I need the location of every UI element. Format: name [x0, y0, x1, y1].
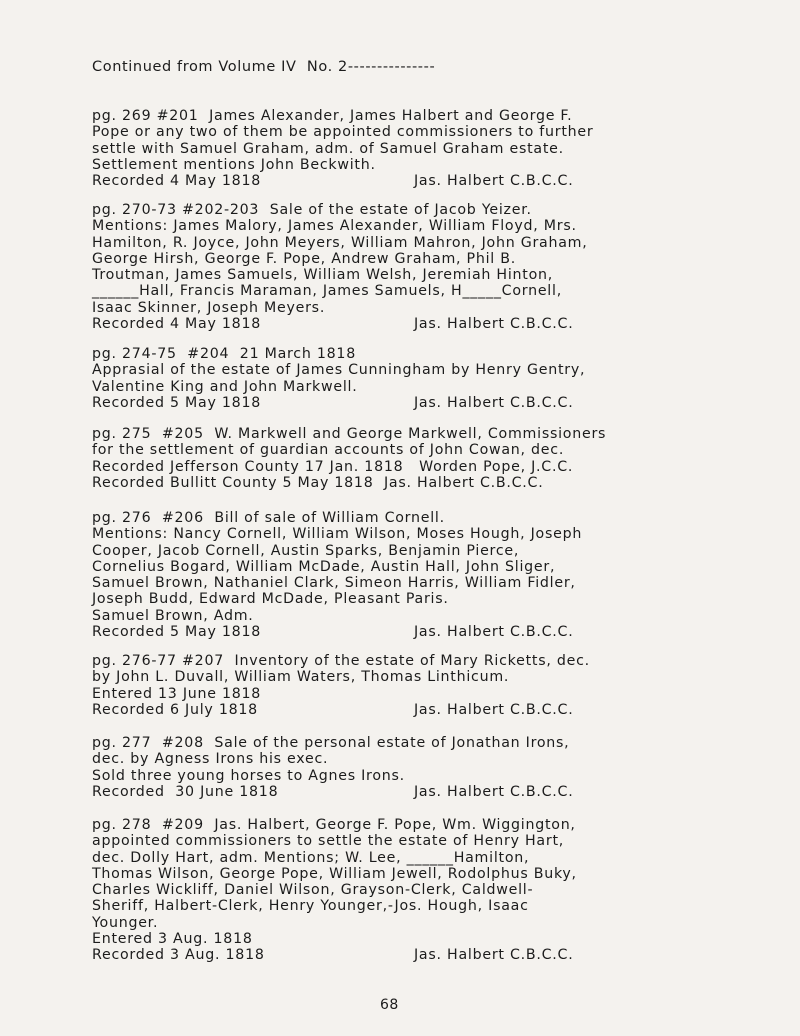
clerk-signature: Jas. Halbert C.B.C.C. [414, 316, 574, 333]
recorded-date: Recorded 3 Aug. 1818 [92, 947, 265, 964]
recorded-date: Recorded 6 July 1818 [92, 701, 258, 718]
entry-text-line: Sold three young horses to Agnes Irons. [92, 767, 405, 784]
clerk-signature: Jas. Halbert C.B.C.C. [414, 394, 574, 411]
entry-text-line: Entered 3 Aug. 1818 [92, 931, 253, 948]
entry-204 [92, 346, 792, 411]
entry-text-line: Samuel Brown, Adm. [92, 607, 254, 624]
entry-text-line: Valentine King and John Markwell. [92, 378, 358, 395]
entry-text-line: pg. 275 #205 W. Markwell and George Markwell, Commissioners [92, 426, 607, 442]
clerk-signature: Jas. Halbert C.B.C.C. [414, 173, 574, 190]
entry-text-line: Thomas Wilson, George Pope, William Jewell, Rodolphus Buky, [92, 865, 577, 882]
entry-text-line: Mentions: Nancy Cornell, William Wilson, Moses Hough, Joseph [92, 526, 583, 543]
entry-text-line: pg. 278 #209 Jas. Halbert, George F. Pope, Wm. Wiggington, [92, 817, 576, 833]
entry-text-line: pg. 270-73 #202-203 Sale of the estate of Jacob Yeizer. [92, 202, 532, 218]
recorded-line [92, 173, 792, 189]
entry-text-line: dec. by Agness Irons his exec. [92, 751, 329, 768]
recorded-line [92, 947, 792, 963]
clerk-signature: Jas. Halbert C.B.C.C. [414, 701, 574, 718]
recorded-line [92, 702, 792, 718]
entry-text-line: pg. 269 #201 James Alexander, James Halbert and George F. [92, 108, 573, 124]
entry-text-line: Apprasial of the estate of James Cunningham by Henry Gentry, [92, 362, 586, 379]
entry-202-203 [92, 202, 792, 332]
entry-text-line: Cornelius Bogard, William McDade, Austin Hall, John Sliger, [92, 558, 556, 575]
entry-text-line: pg. 274-75 #204 21 March 1818 [92, 346, 356, 362]
entry-text-line: ______Hall, Francis Maraman, James Samuels, H_____Cornell, [92, 283, 562, 300]
page-number: 68 [380, 997, 399, 1013]
recorded-date: Recorded 4 May 1818 [92, 316, 261, 333]
entry-text-line: for the settlement of guardian accounts of John Cowan, dec. [92, 442, 565, 459]
continuation-header: Continued from Volume IV No. 2--------------- [92, 59, 436, 75]
entry-text-line: Hamilton, R. Joyce, John Meyers, William Mahron, John Graham, [92, 234, 588, 251]
clerk-signature: Jas. Halbert C.B.C.C. [414, 624, 574, 641]
entry-text-line: Entered 13 June 1818 [92, 685, 262, 702]
entry-206 [92, 510, 792, 640]
recorded-date: Recorded 30 June 1818 [92, 783, 279, 800]
entry-205 [92, 426, 792, 491]
entry-text-line: Charles Wickliff, Daniel Wilson, Grayson-Clerk, Caldwell- [92, 882, 534, 899]
recorded-date: Recorded 5 May 1818 [92, 624, 261, 641]
entry-201 [92, 108, 792, 189]
entry-text-line: pg. 276 #206 Bill of sale of William Cornell. [92, 510, 445, 526]
entry-text-line: Settlement mentions John Beckwith. [92, 156, 376, 173]
entry-text-line: Pope or any two of them be appointed commissioners to further [92, 124, 594, 141]
entry-text-line: Recorded Jefferson County 17 Jan. 1818 Worden Pope, J.C.C. [92, 458, 574, 475]
recorded-date: Recorded 4 May 1818 [92, 173, 261, 190]
entry-text-line: appointed commissioners to settle the estate of Henry Hart, [92, 833, 565, 850]
recorded-line [92, 624, 792, 640]
entry-text-line: George Hirsh, George F. Pope, Andrew Graham, Phil B. [92, 250, 516, 267]
entry-text-line: Sheriff, Halbert-Clerk, Henry Younger,-Jos. Hough, Isaac [92, 898, 529, 915]
entry-text-line: pg. 276-77 #207 Inventory of the estate of Mary Ricketts, dec. [92, 653, 590, 669]
entry-text-line: Cooper, Jacob Cornell, Austin Sparks, Benjamin Pierce, [92, 542, 520, 559]
entry-text-line: pg. 277 #208 Sale of the personal estate of Jonathan Irons, [92, 735, 570, 751]
entry-text-line: Isaac Skinner, Joseph Meyers. [92, 299, 326, 316]
entry-text-line: Younger. [92, 914, 159, 931]
entry-text-line: by John L. Duvall, William Waters, Thomas Linthicum. [92, 669, 510, 686]
recorded-line [92, 316, 792, 332]
recorded-line [92, 784, 792, 800]
entry-text-line: Mentions: James Malory, James Alexander, William Floyd, Mrs. [92, 218, 577, 235]
recorded-line [92, 395, 792, 411]
entry-208 [92, 735, 792, 800]
clerk-signature: Jas. Halbert C.B.C.C. [414, 947, 574, 964]
entry-text-line: Samuel Brown, Nathaniel Clark, Simeon Harris, William Fidler, [92, 575, 576, 592]
entry-text-line: Joseph Budd, Edward McDade, Pleasant Paris. [92, 591, 449, 608]
entry-207 [92, 653, 792, 718]
recorded-date: Recorded 5 May 1818 [92, 394, 261, 411]
entry-209 [92, 817, 792, 964]
entry-text-line: dec. Dolly Hart, adm. Mentions; W. Lee, ______Hamilton, [92, 849, 530, 866]
entry-text-line: settle with Samuel Graham, adm. of Samuel Graham estate. [92, 140, 564, 157]
entry-text-line: Recorded Bullitt County 5 May 1818 Jas. Halbert C.B.C.C. [92, 474, 544, 491]
clerk-signature: Jas. Halbert C.B.C.C. [414, 783, 574, 800]
entry-text-line: Troutman, James Samuels, William Welsh, Jeremiah Hinton, [92, 267, 554, 284]
